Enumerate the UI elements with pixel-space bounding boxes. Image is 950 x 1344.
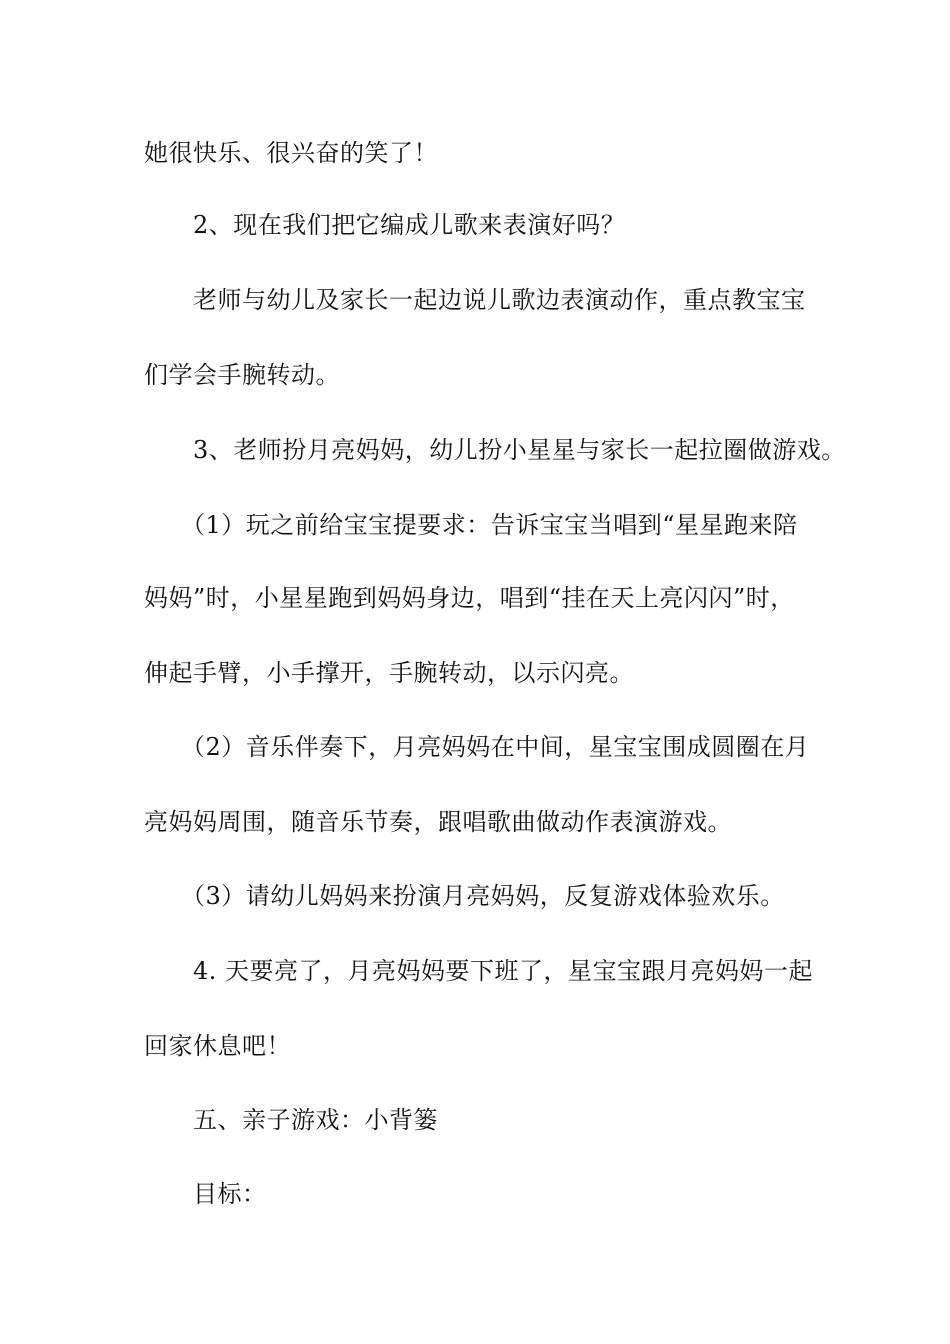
paragraph-line: 妈妈”时，小星星跑到妈妈身边，唱到“挂在天上亮闪闪”时， — [144, 584, 795, 612]
paragraph-line: 老师与幼儿及家长一起边说儿歌边表演动作，重点教宝宝 — [193, 286, 806, 314]
paragraph-line: （2）音乐伴奏下，月亮妈妈在中间，星宝宝围成圆圈在月 — [181, 733, 810, 761]
paragraph-line: 4. 天要亮了，月亮妈妈要下班了，星宝宝跟月亮妈妈一起 — [193, 957, 814, 985]
paragraph-line: 们学会手腕转动。 — [144, 361, 340, 389]
paragraph-line: （3）请幼儿妈妈来扮演月亮妈妈，反复游戏体验欢乐。 — [181, 882, 785, 910]
section-heading: 五、亲子游戏：小背篓 — [193, 1106, 438, 1134]
paragraph-line: 3、老师扮月亮妈妈，幼儿扮小星星与家长一起拉圈做游戏。 — [193, 436, 846, 464]
paragraph-line: 2、现在我们把它编成儿歌来表演好吗？ — [193, 211, 626, 239]
paragraph-line: 伸起手臂，小手撑开，手腕转动，以示闪亮。 — [144, 659, 634, 687]
paragraph-line: 回家休息吧！ — [144, 1032, 291, 1060]
subheading: 目标： — [193, 1180, 267, 1208]
paragraph-line: （1）玩之前给宝宝提要求：告诉宝宝当唱到“星星跑来陪 — [181, 511, 798, 539]
paragraph-line: 亮妈妈周围，随音乐节奏，跟唱歌曲做动作表演游戏。 — [144, 808, 732, 836]
paragraph-line: 她很快乐、很兴奋的笑了！ — [144, 139, 438, 167]
